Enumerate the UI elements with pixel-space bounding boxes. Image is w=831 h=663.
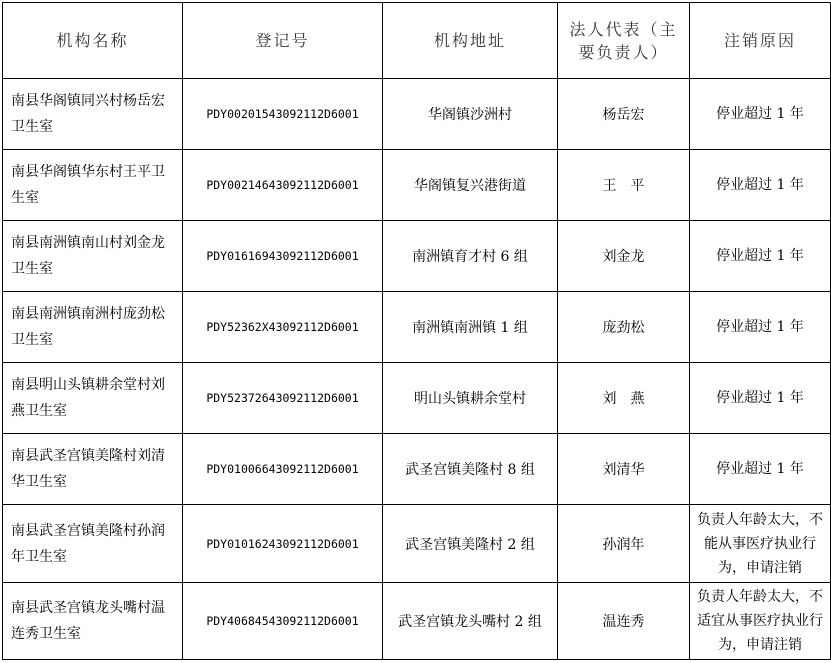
table-row bbox=[3, 150, 831, 221]
registration-number: PDY01006643092112D6001 bbox=[183, 434, 383, 505]
legal-representative: 庞劲松 bbox=[558, 292, 690, 363]
header-reg: 登记号 bbox=[183, 3, 383, 79]
table-row bbox=[3, 221, 831, 292]
clinic-address: 武圣宫镇龙头嘴村 2 组 bbox=[383, 583, 558, 660]
clinic-address: 明山头镇耕余堂村 bbox=[383, 363, 558, 434]
table-row bbox=[3, 434, 831, 505]
registration-number: PDY00201543092112D6001 bbox=[183, 79, 383, 150]
cancellation-reason: 停业超过 1 年 bbox=[690, 292, 831, 363]
header-legal-rep: 法人代表（主要负责人） bbox=[558, 3, 690, 79]
table-row bbox=[3, 79, 831, 150]
legal-representative: 王 平 bbox=[558, 150, 690, 221]
clinic-name: 南县武圣宫镇龙头嘴村温连秀卫生室 bbox=[3, 583, 183, 660]
table-row bbox=[3, 505, 831, 583]
cancellation-reason: 停业超过 1 年 bbox=[690, 221, 831, 292]
clinic-name: 南县南洲镇南山村刘金龙卫生室 bbox=[3, 221, 183, 292]
cancellation-reason: 负责人年龄太大，不适宜从事医疗执业行为，申请注销 bbox=[690, 583, 831, 660]
clinic-name: 南县华阁镇同兴村杨岳宏卫生室 bbox=[3, 79, 183, 150]
table-row bbox=[3, 583, 831, 660]
legal-representative: 刘金龙 bbox=[558, 221, 690, 292]
clinic-address: 华阁镇复兴港街道 bbox=[383, 150, 558, 221]
clinic-address: 南洲镇育才村 6 组 bbox=[383, 221, 558, 292]
registration-number: PDY52362X43092112D6001 bbox=[183, 292, 383, 363]
header-address: 机构地址 bbox=[383, 3, 558, 79]
clinic-address: 武圣宫镇美隆村 8 组 bbox=[383, 434, 558, 505]
clinic-name: 南县明山头镇耕余堂村刘燕卫生室 bbox=[3, 363, 183, 434]
cancellation-reason: 负责人年龄太大，不能从事医疗执业行为，申请注销 bbox=[690, 505, 831, 583]
clinic-address: 华阁镇沙洲村 bbox=[383, 79, 558, 150]
clinic-name: 南县华阁镇华东村王平卫生室 bbox=[3, 150, 183, 221]
legal-representative: 温连秀 bbox=[558, 583, 690, 660]
registration-number: PDY00214643092112D6001 bbox=[183, 150, 383, 221]
clinic-address: 武圣宫镇美隆村 2 组 bbox=[383, 505, 558, 583]
cancellation-reason: 停业超过 1 年 bbox=[690, 79, 831, 150]
registration-number: PDY40684543092112D6001 bbox=[183, 583, 383, 660]
legal-representative: 孙润年 bbox=[558, 505, 690, 583]
clinic-name: 南县武圣宫镇美隆村刘清华卫生室 bbox=[3, 434, 183, 505]
registration-number: PDY01016243092112D6001 bbox=[183, 505, 383, 583]
header-name: 机构名称 bbox=[3, 3, 183, 79]
registration-number: PDY01616943092112D6001 bbox=[183, 221, 383, 292]
clinic-name: 南县武圣宫镇美隆村孙润年卫生室 bbox=[3, 505, 183, 583]
cancellation-reason: 停业超过 1 年 bbox=[690, 150, 831, 221]
legal-representative: 杨岳宏 bbox=[558, 79, 690, 150]
header-row bbox=[3, 3, 831, 79]
registration-number: PDY52372643092112D6001 bbox=[183, 363, 383, 434]
clinic-address: 南洲镇南洲镇 1 组 bbox=[383, 292, 558, 363]
table-row bbox=[3, 363, 831, 434]
cancellation-reason: 停业超过 1 年 bbox=[690, 363, 831, 434]
clinic-name: 南县南洲镇南洲村庞劲松卫生室 bbox=[3, 292, 183, 363]
cancellation-reason: 停业超过 1 年 bbox=[690, 434, 831, 505]
header-reason: 注销原因 bbox=[690, 3, 831, 79]
legal-representative: 刘 燕 bbox=[558, 363, 690, 434]
clinic-cancellation-table bbox=[2, 2, 831, 660]
table-row bbox=[3, 292, 831, 363]
legal-representative: 刘清华 bbox=[558, 434, 690, 505]
